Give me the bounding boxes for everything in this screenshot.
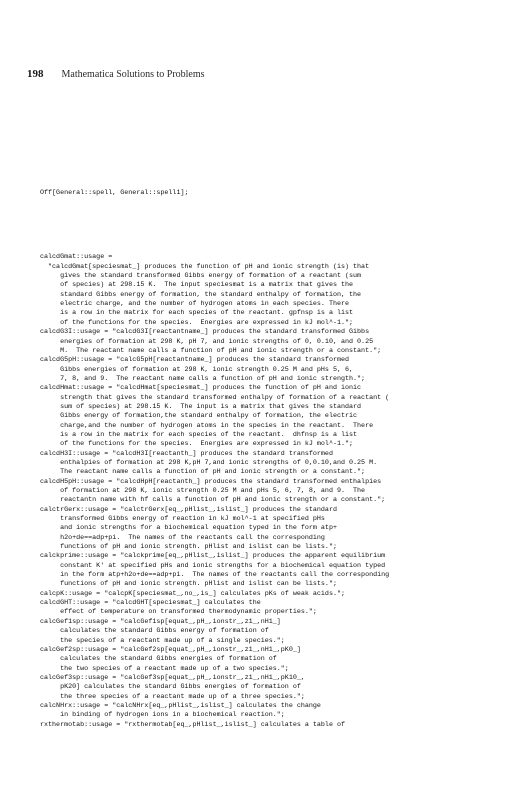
code-line: calculates the standard Gibbs energy of formation of bbox=[40, 627, 269, 636]
code-line: the species of a reactant made up of a single species."; bbox=[40, 636, 285, 645]
code-gap bbox=[40, 217, 520, 235]
running-head: Mathematica Solutions to Problems bbox=[61, 69, 205, 80]
code-line: rxthermotab::usage = "rxthermotab[eq_,pHlist_,islist_] calculates a table of bbox=[40, 720, 345, 729]
code-line: calcdG5pH::usage = "calcG5pH[reactantname_] produces the standard transformed bbox=[40, 356, 350, 365]
page-header bbox=[27, 64, 512, 78]
code-line: calcGef1sp::usage = "calcGef1sp[equat_,pH_,ionstr_,z1_,nH1_] bbox=[40, 617, 281, 626]
code-line: calcdGmat::usage = bbox=[40, 253, 113, 262]
code-line: effect of temperature on transformed thermodynamic properties."; bbox=[40, 608, 317, 617]
code-lines bbox=[40, 253, 520, 730]
code-line: h2o+de==adp+pi. The names of the reactants call the corresponding bbox=[40, 533, 325, 542]
code-line: functions of pH and ionic strength. pHlist and islist can be lists."; bbox=[40, 580, 337, 589]
code-line: calctrGerx::usage = "calctrGerx[eq_,pHlist_,islist_] produces the standard bbox=[40, 505, 337, 514]
code-line: calcdH5pH::usage = "calcdHpH[reactanth_] produces the standard transformed enthalpies bbox=[40, 477, 382, 486]
code-line: pK20] calculates the standard Gibbs energies of formation of bbox=[40, 683, 301, 692]
code-line: enthalpies of formation at 298 K,pH 7,and ionic strengths of 0,0.10,and 0.25 M. bbox=[40, 458, 378, 467]
code-line: Gibbs energies of formation at 298 K, ionic strength 0.25 M and pHs 5, 6, bbox=[40, 365, 354, 374]
code-line: calcGef2sp::usage = "calcGef2sp[equat_,pH_,ionstr_,z1_,nH1_,pK0_] bbox=[40, 645, 301, 654]
code-line: and ionic strengths for a biochemical equation typed in the form atp+ bbox=[40, 524, 337, 533]
code-line: calcGef3sp::usage = "calcGef3sp[equat_,pH_,ionstr_,z1_,nH1_,pK10_, bbox=[40, 673, 305, 682]
code-line: strength that gives the standard transformed enthalpy of formation of a reactant ( bbox=[40, 393, 390, 402]
code-line: calckprime::usage = "calckprime[eq_,pHlist_,islist_] produces the apparent equilibrium bbox=[40, 552, 386, 561]
code-line: is a row in the matrix for each species of the reactant. gpfnsp is a list bbox=[40, 309, 354, 318]
code-line: constant K' at specified pHs and ionic strengths for a biochemical equation typed bbox=[40, 561, 386, 570]
code-line: reactantn name with hf calls a function of pH and ionic strength or a constant."; bbox=[40, 496, 386, 505]
code-line: calcdHmat::usage = "calcdHmat[speciesmat_] produces the function of pH and ionic bbox=[40, 384, 362, 393]
code-line: the two species of a reactant made up of a two species."; bbox=[40, 664, 289, 673]
code-line: of species) at 298.15 K. The input speciesmat is a matrix that gives the bbox=[40, 281, 354, 290]
code-line: calcdG3I::usage = "calcdG3I[reactantname_] produces the standard transformed Gibbs bbox=[40, 328, 370, 337]
code-line: calcpK::usage = "calcpK[speciesmat_,no_,is_] calculates pKs of weak acids."; bbox=[40, 589, 345, 598]
code-line: "calcdGmat[speciesmat_] produces the function of pH and ionic strength (is) that bbox=[40, 262, 370, 271]
code-line: functions of pH and ionic strength. pHlist and islist can be lists."; bbox=[40, 543, 337, 552]
code-line: 7, 8, and 9. The reactant name calls a function of pH and ionic strength."; bbox=[40, 374, 366, 383]
code-line: electric charge, and the number of hydrogen atoms in each species. There bbox=[40, 300, 350, 309]
code-line-off: Off[General::spell, General::spell1]; bbox=[40, 188, 189, 197]
code-line: in the form atp+h2o+de==adp+pi. The names of the reactants call the corresponding bbox=[40, 571, 390, 580]
code-line: of formation at 298 K, ionic strength 0.25 M and pHs 5, 6, 7, 8, and 9. The bbox=[40, 487, 366, 495]
code-line: energies of formation at 298 K, pH 7, and ionic strengths of 0, 0.10, and 0.25 bbox=[40, 337, 374, 346]
code-line: calcdH3I::usage = "calcdH3I[reactanth_] produces the standard transformed bbox=[40, 449, 333, 458]
code-line: is a row in the matrix for each species of the reactant. dhfnsp is a list bbox=[40, 430, 358, 439]
code-line: charge,and the number of hydrogen atoms in the species in the reactant. There bbox=[40, 421, 374, 430]
code-line: calculates the standard Gibbs energies of formation of bbox=[40, 655, 277, 664]
code-line: M. The reactant name calls a function of pH and ionic strength or a constant."; bbox=[40, 346, 382, 355]
code-line: transformed Gibbs energy of reaction in kJ mol^-1 at specified pHs bbox=[40, 515, 325, 524]
code-line: The reactant name calls a function of pH and ionic strength or a constant."; bbox=[40, 468, 366, 477]
code-line: calcNHrx::usage = "calcNHrx[eq_,pHlist_,islist_] calculates the change bbox=[40, 701, 321, 710]
code-line: sum of species) at 298.15 K. The input is a matrix that gives the standard bbox=[40, 402, 362, 411]
code-line: the three species of a reactant made up of a three species."; bbox=[40, 692, 305, 701]
code-line: standard Gibbs energy of formation, the standard enthalpy of formation, the bbox=[40, 290, 362, 299]
code-line: of the functions for the species. Energies are expressed in kJ mol^-1."; bbox=[40, 318, 354, 327]
page-number: 198 bbox=[27, 68, 44, 80]
code-line: gives the standard transformed Gibbs energy of formation of a reactant (sum bbox=[40, 272, 362, 281]
code-line: in binding of hydrogen ions in a biochemical reaction."; bbox=[40, 711, 285, 720]
code-block bbox=[40, 170, 520, 749]
code-line: calcdGHT::usage = "calcdGHT[speciesmat_] calculates the bbox=[40, 599, 261, 608]
code-line: Gibbs energy of formation,the standard enthalpy of formation, the electric bbox=[40, 412, 358, 421]
code-line: of the functions for the species. Energies are expressed in kJ mol^-1."; bbox=[40, 440, 354, 449]
